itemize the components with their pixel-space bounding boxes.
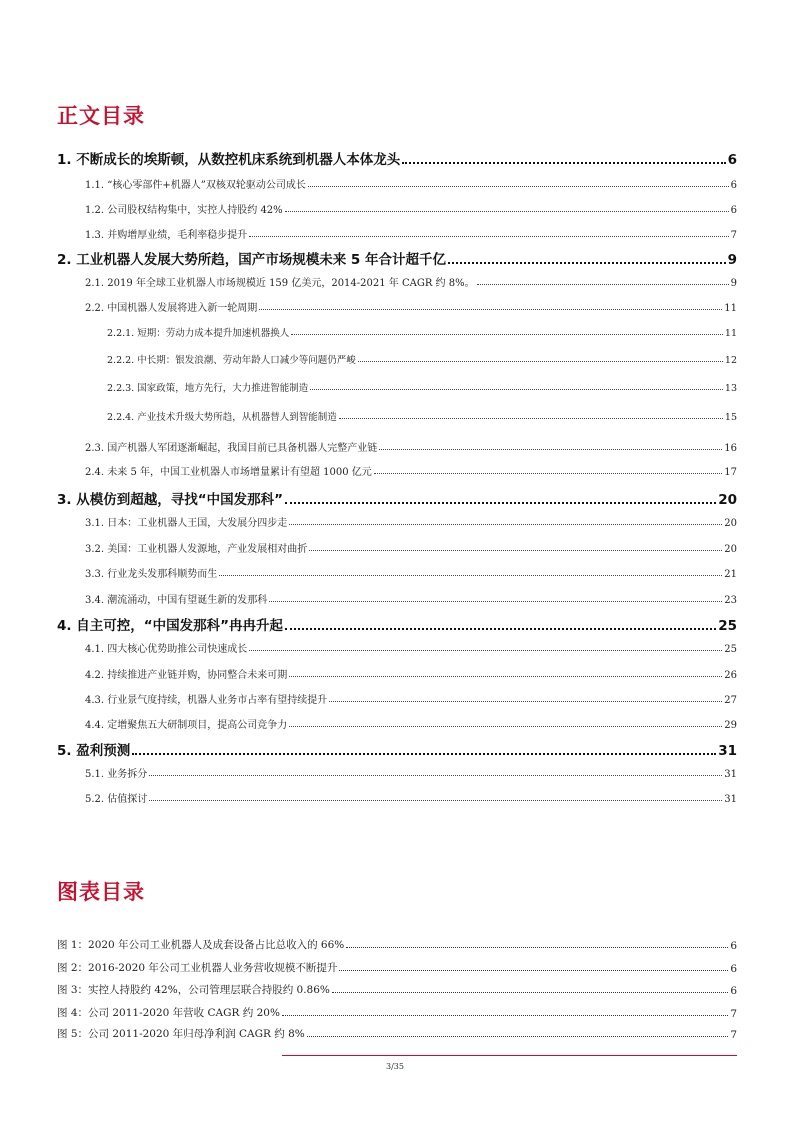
toc-entry-level3[interactable] xyxy=(57,325,737,339)
toc-entry-level2[interactable] xyxy=(57,716,737,731)
toc-entry-text: 3.3. 行业龙头发那科顺势而生 xyxy=(85,569,218,580)
toc-entry-text: 5.1. 业务拆分 xyxy=(85,769,148,780)
toc-entry-level2[interactable] xyxy=(57,591,737,606)
figure-entry-text: 图 5：公司 2011-2020 年归母净利润 CAGR 约 8% xyxy=(57,1028,305,1040)
toc-entry-page: 26 xyxy=(724,670,737,681)
figure-leader-dots xyxy=(282,1015,728,1016)
figure-toc-entry[interactable] xyxy=(57,960,737,975)
toc-entry-page: 6 xyxy=(727,152,737,168)
toc-leader-dots xyxy=(339,418,723,419)
toc-entry-level2[interactable] xyxy=(57,765,737,780)
toc-entry-text: 4.2. 持续推进产业链并购，协同整合未来可期 xyxy=(85,670,288,681)
toc-entry-page: 13 xyxy=(724,383,737,394)
toc-entry-text: 2.4. 未来 5 年，中国工业机器人市场增量累计有望超 1000 亿元 xyxy=(85,467,372,478)
toc-entry-level2[interactable] xyxy=(57,439,737,454)
toc-entry-text: 2.2.3. 国家政策，地方先行，大力推进智能制造 xyxy=(107,383,309,394)
figure-leader-dots xyxy=(307,1036,729,1037)
toc-entry-text: 5.2. 估值探讨 xyxy=(85,794,148,805)
toc-entry-page: 9 xyxy=(730,278,737,289)
toc-leader-dots xyxy=(285,628,716,630)
figure-entry-page: 7 xyxy=(730,1008,737,1020)
toc-entry-page: 31 xyxy=(724,794,737,805)
toc-leader-dots xyxy=(477,284,729,285)
toc-leader-dots xyxy=(259,309,722,310)
toc-entry-level2[interactable] xyxy=(57,565,737,580)
toc-entry-level3[interactable] xyxy=(57,352,737,366)
toc-leader-dots xyxy=(291,334,723,335)
figure-entry-page: 7 xyxy=(730,1029,737,1041)
toc-entry-level3[interactable] xyxy=(57,380,737,394)
toc-leader-dots xyxy=(448,262,726,264)
toc-entry-text: 4.4. 定增聚焦五大研制项目，提高公司竞争力 xyxy=(85,720,288,731)
toc-leader-dots xyxy=(149,775,722,776)
toc-leader-dots xyxy=(132,753,716,755)
figure-entry-text: 图 1：2020 年公司工业机器人及成套设备占比总收入的 66% xyxy=(57,939,345,951)
toc-leader-dots xyxy=(285,211,729,212)
toc-entry-page: 17 xyxy=(724,467,737,478)
toc-entry-level1[interactable] xyxy=(57,739,737,759)
figure-entry-text: 图 4：公司 2011-2020 年营收 CAGR 约 20% xyxy=(57,1007,280,1019)
toc-entry-level2[interactable] xyxy=(57,201,737,216)
toc-leader-dots xyxy=(402,162,725,164)
toc-entry-level2[interactable] xyxy=(57,640,737,655)
toc-entry-page: 31 xyxy=(718,743,737,759)
toc-entry-text: 1.1. “核心零部件+机器人”双核双轮驱动公司成长 xyxy=(85,180,306,191)
toc-entry-level3[interactable] xyxy=(57,409,737,423)
toc-entry-text: 2.1. 2019 年全球工业机器人市场规模近 159 亿美元，2014-2021 年 CAGR 约 8%。 xyxy=(85,278,475,289)
toc-entry-page: 21 xyxy=(724,569,737,580)
toc-entry-page: 27 xyxy=(724,695,737,706)
toc-entry-page: 7 xyxy=(730,230,737,241)
toc-entry-page: 9 xyxy=(727,252,737,268)
figure-entry-page: 6 xyxy=(730,985,737,997)
toc-leader-dots xyxy=(249,650,722,651)
toc-entry-text: 3.1. 日本：工业机器人王国，大发展分四步走 xyxy=(85,518,288,529)
main-toc-title: 正文目录 xyxy=(57,104,145,128)
toc-leader-dots xyxy=(285,502,716,504)
toc-entry-level1[interactable] xyxy=(57,148,737,168)
toc-entry-page: 20 xyxy=(724,544,737,555)
toc-entry-text: 1.3. 并购增厚业绩，毛利率稳步提升 xyxy=(85,230,248,241)
toc-entry-page: 31 xyxy=(724,769,737,780)
toc-leader-dots xyxy=(329,701,722,702)
toc-entry-text: 2.2.4. 产业技术升级大势所趋，从机器替人到智能制造 xyxy=(107,412,337,423)
toc-entry-text: 2. 工业机器人发展大势所趋，国产市场规模未来 5 年合计超千亿 xyxy=(57,252,447,268)
toc-entry-level2[interactable] xyxy=(57,666,737,681)
toc-entry-page: 11 xyxy=(724,328,737,339)
toc-entry-level2[interactable] xyxy=(57,540,737,555)
figure-toc-entry[interactable] xyxy=(57,937,737,952)
figure-toc-title: 图表目录 xyxy=(57,880,145,904)
toc-entry-level1[interactable] xyxy=(57,488,737,508)
toc-entry-text: 3.2. 美国：工业机器人发源地，产业发展相对曲折 xyxy=(85,544,308,555)
toc-entry-level1[interactable] xyxy=(57,248,737,268)
toc-leader-dots xyxy=(149,800,722,801)
toc-entry-level2[interactable] xyxy=(57,691,737,706)
toc-entry-page: 20 xyxy=(724,518,737,529)
toc-leader-dots xyxy=(249,236,728,237)
figure-entry-text: 图 3：实控人持股约 42%，公司管理层联合持股约 0.86% xyxy=(57,984,330,996)
toc-entry-page: 6 xyxy=(730,205,737,216)
figure-leader-dots xyxy=(339,970,728,971)
figure-toc-entry[interactable] xyxy=(57,1026,737,1041)
toc-entry-level2[interactable] xyxy=(57,274,737,289)
toc-leader-dots xyxy=(289,676,722,677)
toc-leader-dots xyxy=(310,389,723,390)
toc-entry-text: 4.1. 四大核心优势助推公司快速成长 xyxy=(85,644,248,655)
figure-entry-page: 6 xyxy=(730,940,737,952)
toc-leader-dots xyxy=(289,524,722,525)
figure-leader-dots xyxy=(332,992,728,993)
toc-entry-page: 16 xyxy=(724,443,737,454)
toc-entry-level2[interactable] xyxy=(57,299,737,314)
figure-entry-text: 图 2：2016-2020 年公司工业机器人业务营收规模不断提升 xyxy=(57,962,338,974)
toc-entry-text: 1. 不断成长的埃斯顿，从数控机床系统到机器人本体龙头 xyxy=(57,152,401,168)
toc-entry-page: 25 xyxy=(718,618,737,634)
toc-leader-dots xyxy=(358,361,723,362)
toc-leader-dots xyxy=(269,601,722,602)
toc-entry-level2[interactable] xyxy=(57,176,737,191)
toc-leader-dots xyxy=(309,550,722,551)
toc-entry-page: 25 xyxy=(724,644,737,655)
toc-entry-text: 1.2. 公司股权结构集中，实控人持股约 42% xyxy=(85,205,283,216)
page-number: 3/35 xyxy=(386,1062,404,1071)
toc-entry-text: 5. 盈利预测 xyxy=(57,743,131,759)
toc-entry-text: 2.2.1. 短期：劳动力成本提升加速机器换人 xyxy=(107,328,290,339)
figure-toc-entry[interactable] xyxy=(57,1005,737,1020)
toc-leader-dots xyxy=(219,575,722,576)
toc-entry-text: 2.3. 国产机器人军团逐渐崛起，我国目前已具备机器人完整产业链 xyxy=(85,443,378,454)
toc-entry-level1[interactable] xyxy=(57,614,737,634)
toc-entry-page: 11 xyxy=(724,303,737,314)
figure-leader-dots xyxy=(346,947,728,948)
toc-leader-dots xyxy=(374,473,722,474)
toc-entry-text: 2.2. 中国机器人发展将进入新一轮周期 xyxy=(85,303,258,314)
figure-entry-page: 6 xyxy=(730,963,737,975)
toc-entry-text: 2.2.2. 中长期：银发浪潮、劳动年龄人口减少等问题仍严峻 xyxy=(107,355,356,366)
toc-entry-page: 20 xyxy=(718,492,737,508)
toc-leader-dots xyxy=(379,449,722,450)
toc-entry-level2[interactable] xyxy=(57,790,737,805)
toc-entry-level2[interactable] xyxy=(57,514,737,529)
toc-entry-text: 4. 自主可控，“中国发那科”冉冉升起 xyxy=(57,618,283,634)
toc-entry-text: 3.4. 潮流涌动，中国有望诞生新的发那科 xyxy=(85,595,268,606)
toc-entry-page: 29 xyxy=(724,720,737,731)
toc-entry-level2[interactable] xyxy=(57,226,737,241)
toc-leader-dots xyxy=(308,186,729,187)
toc-entry-page: 6 xyxy=(730,180,737,191)
toc-entry-level2[interactable] xyxy=(57,463,737,478)
toc-entry-text: 3. 从模仿到超越，寻找“中国发那科” xyxy=(57,492,283,508)
footer-divider xyxy=(282,1055,737,1056)
figure-toc-entry[interactable] xyxy=(57,982,737,997)
toc-entry-page: 23 xyxy=(724,595,737,606)
toc-entry-text: 4.3. 行业景气度持续，机器人业务市占率有望持续提升 xyxy=(85,695,328,706)
toc-entry-page: 12 xyxy=(724,355,737,366)
toc-leader-dots xyxy=(289,726,722,727)
toc-entry-page: 15 xyxy=(724,412,737,423)
